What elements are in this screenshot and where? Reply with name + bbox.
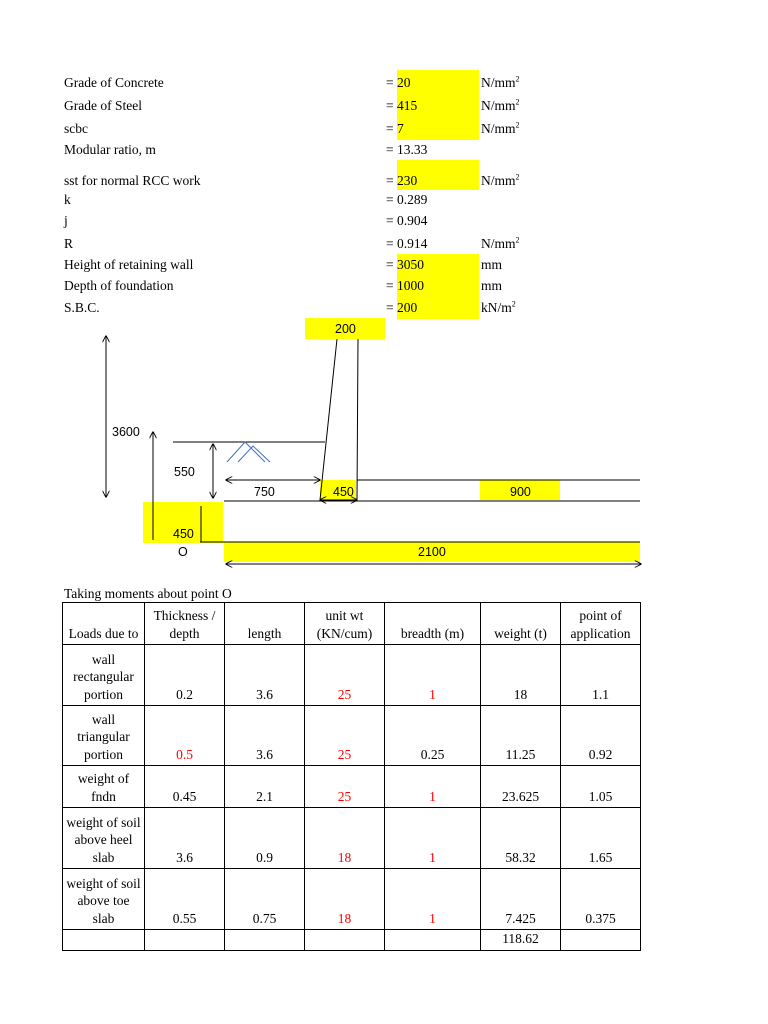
param-unit: $N/mm^2$ [481, 74, 520, 90]
cell-thickness: 0.2 [145, 645, 225, 706]
param-unit: $N/mm^2$ [481, 172, 520, 188]
cell-unit-wt: 18 [305, 808, 385, 869]
cell-poa: 1.65 [561, 808, 641, 869]
cell-thickness: 0.55 [145, 869, 225, 930]
param-unit: $N/mm^2$ [481, 235, 520, 251]
cell-breadth: 1 [385, 645, 481, 706]
header-loads: Loads due to [63, 603, 145, 645]
param-unit: $N/mm^2$ [481, 120, 520, 136]
toe-length-label: 750 [254, 485, 275, 499]
cell-length: 0.9 [225, 808, 305, 869]
param-value: = 0.904 [386, 213, 428, 228]
param-unit: $N/mm^2$ [481, 97, 520, 113]
table-header-row [63, 603, 641, 645]
cell-poa: 1.1 [561, 645, 641, 706]
cell-length: 3.6 [225, 706, 305, 766]
table-title: Taking moments about point O [64, 586, 232, 601]
cell-unit-wt: 25 [305, 645, 385, 706]
param-value: = 1000 [386, 278, 424, 293]
point-o-label: O [178, 545, 188, 559]
table-row [63, 766, 641, 808]
param-value: = 0.289 [386, 192, 428, 207]
cell-weight: 7.425 [481, 869, 561, 930]
cell-weight: 23.625 [481, 766, 561, 808]
cell-empty [145, 930, 225, 951]
cell-length: 2.1 [225, 766, 305, 808]
cell-breadth: 0.25 [385, 706, 481, 766]
cell-load: weight of soil above toe slab [63, 869, 145, 930]
table-row [63, 808, 641, 869]
param-label: R [64, 236, 74, 251]
cell-empty [63, 930, 145, 951]
base-thickness-label: 450 [173, 527, 194, 541]
cell-empty [225, 930, 305, 951]
param-label: Height of retaining wall [64, 257, 194, 272]
header-thickness: Thickness / depth [145, 603, 225, 645]
top-width-label: 200 [335, 322, 356, 336]
param-value: = 0.914 [386, 236, 428, 251]
stem-front-face [320, 339, 337, 500]
param-label: j [64, 213, 68, 228]
loads-table [62, 602, 641, 951]
base-stem-label: 450 [333, 485, 354, 499]
param-value: = 200 [386, 300, 418, 315]
cell-weight: 18 [481, 645, 561, 706]
param-label: scbc [64, 121, 88, 136]
header-weight: weight (t) [481, 603, 561, 645]
header-length: length [225, 603, 305, 645]
param-label: k [64, 192, 71, 207]
param-unit: mm [481, 278, 503, 293]
table-total-row [63, 930, 641, 951]
param-value: = 415 [386, 98, 418, 113]
cell-thickness: 0.45 [145, 766, 225, 808]
param-unit: mm [481, 257, 503, 272]
cell-length: 0.75 [225, 869, 305, 930]
total-weight: 118.62 [481, 930, 561, 951]
param-label: Grade of Steel [64, 98, 142, 113]
param-value: = 230 [386, 173, 418, 188]
param-label: Depth of foundation [64, 278, 174, 293]
param-value: = 7 [386, 121, 404, 136]
param-label: Modular ratio, m [64, 142, 156, 157]
stem-back-face [357, 339, 358, 500]
cell-breadth: 1 [385, 808, 481, 869]
cell-weight: 58.32 [481, 808, 561, 869]
base-width-label: 2100 [418, 545, 446, 559]
cell-weight: 11.25 [481, 706, 561, 766]
cell-unit-wt: 25 [305, 766, 385, 808]
param-label: S.B.C. [64, 300, 100, 315]
param-value: = 20 [386, 75, 411, 90]
cell-length: 3.6 [225, 645, 305, 706]
cell-empty [385, 930, 481, 951]
param-value: = 13.33 [386, 142, 428, 157]
table-row [63, 645, 641, 706]
cell-thickness: 3.6 [145, 808, 225, 869]
cell-load: weight of soil above heel slab [63, 808, 145, 869]
cell-load: weight of fndn [63, 766, 145, 808]
header-breadth: breadth (m) [385, 603, 481, 645]
soil-depth-label: 550 [174, 465, 195, 479]
cell-poa: 0.375 [561, 869, 641, 930]
param-value: = 3050 [386, 257, 424, 272]
cell-empty [305, 930, 385, 951]
header-poa: point of application [561, 603, 641, 645]
param-label: sst for normal RCC work [64, 173, 201, 188]
cell-load: wall triangular portion [63, 706, 145, 766]
total-height-label: 3600 [112, 425, 140, 439]
param-unit: $kN/m^2$ [481, 299, 516, 315]
cell-breadth: 1 [385, 869, 481, 930]
param-label: Grade of Concrete [64, 75, 164, 90]
cell-unit-wt: 25 [305, 706, 385, 766]
cell-poa: 1.05 [561, 766, 641, 808]
table-row [63, 706, 641, 766]
cell-empty [561, 930, 641, 951]
cell-load: wall rectangular portion [63, 645, 145, 706]
header-unit-wt: unit wt (KN/cum) [305, 603, 385, 645]
cell-breadth: 1 [385, 766, 481, 808]
cell-poa: 0.92 [561, 706, 641, 766]
cell-unit-wt: 18 [305, 869, 385, 930]
heel-length-label: 900 [510, 485, 531, 499]
soil-symbol-2 [238, 446, 270, 462]
cell-thickness: 0.5 [145, 706, 225, 766]
table-row [63, 869, 641, 930]
